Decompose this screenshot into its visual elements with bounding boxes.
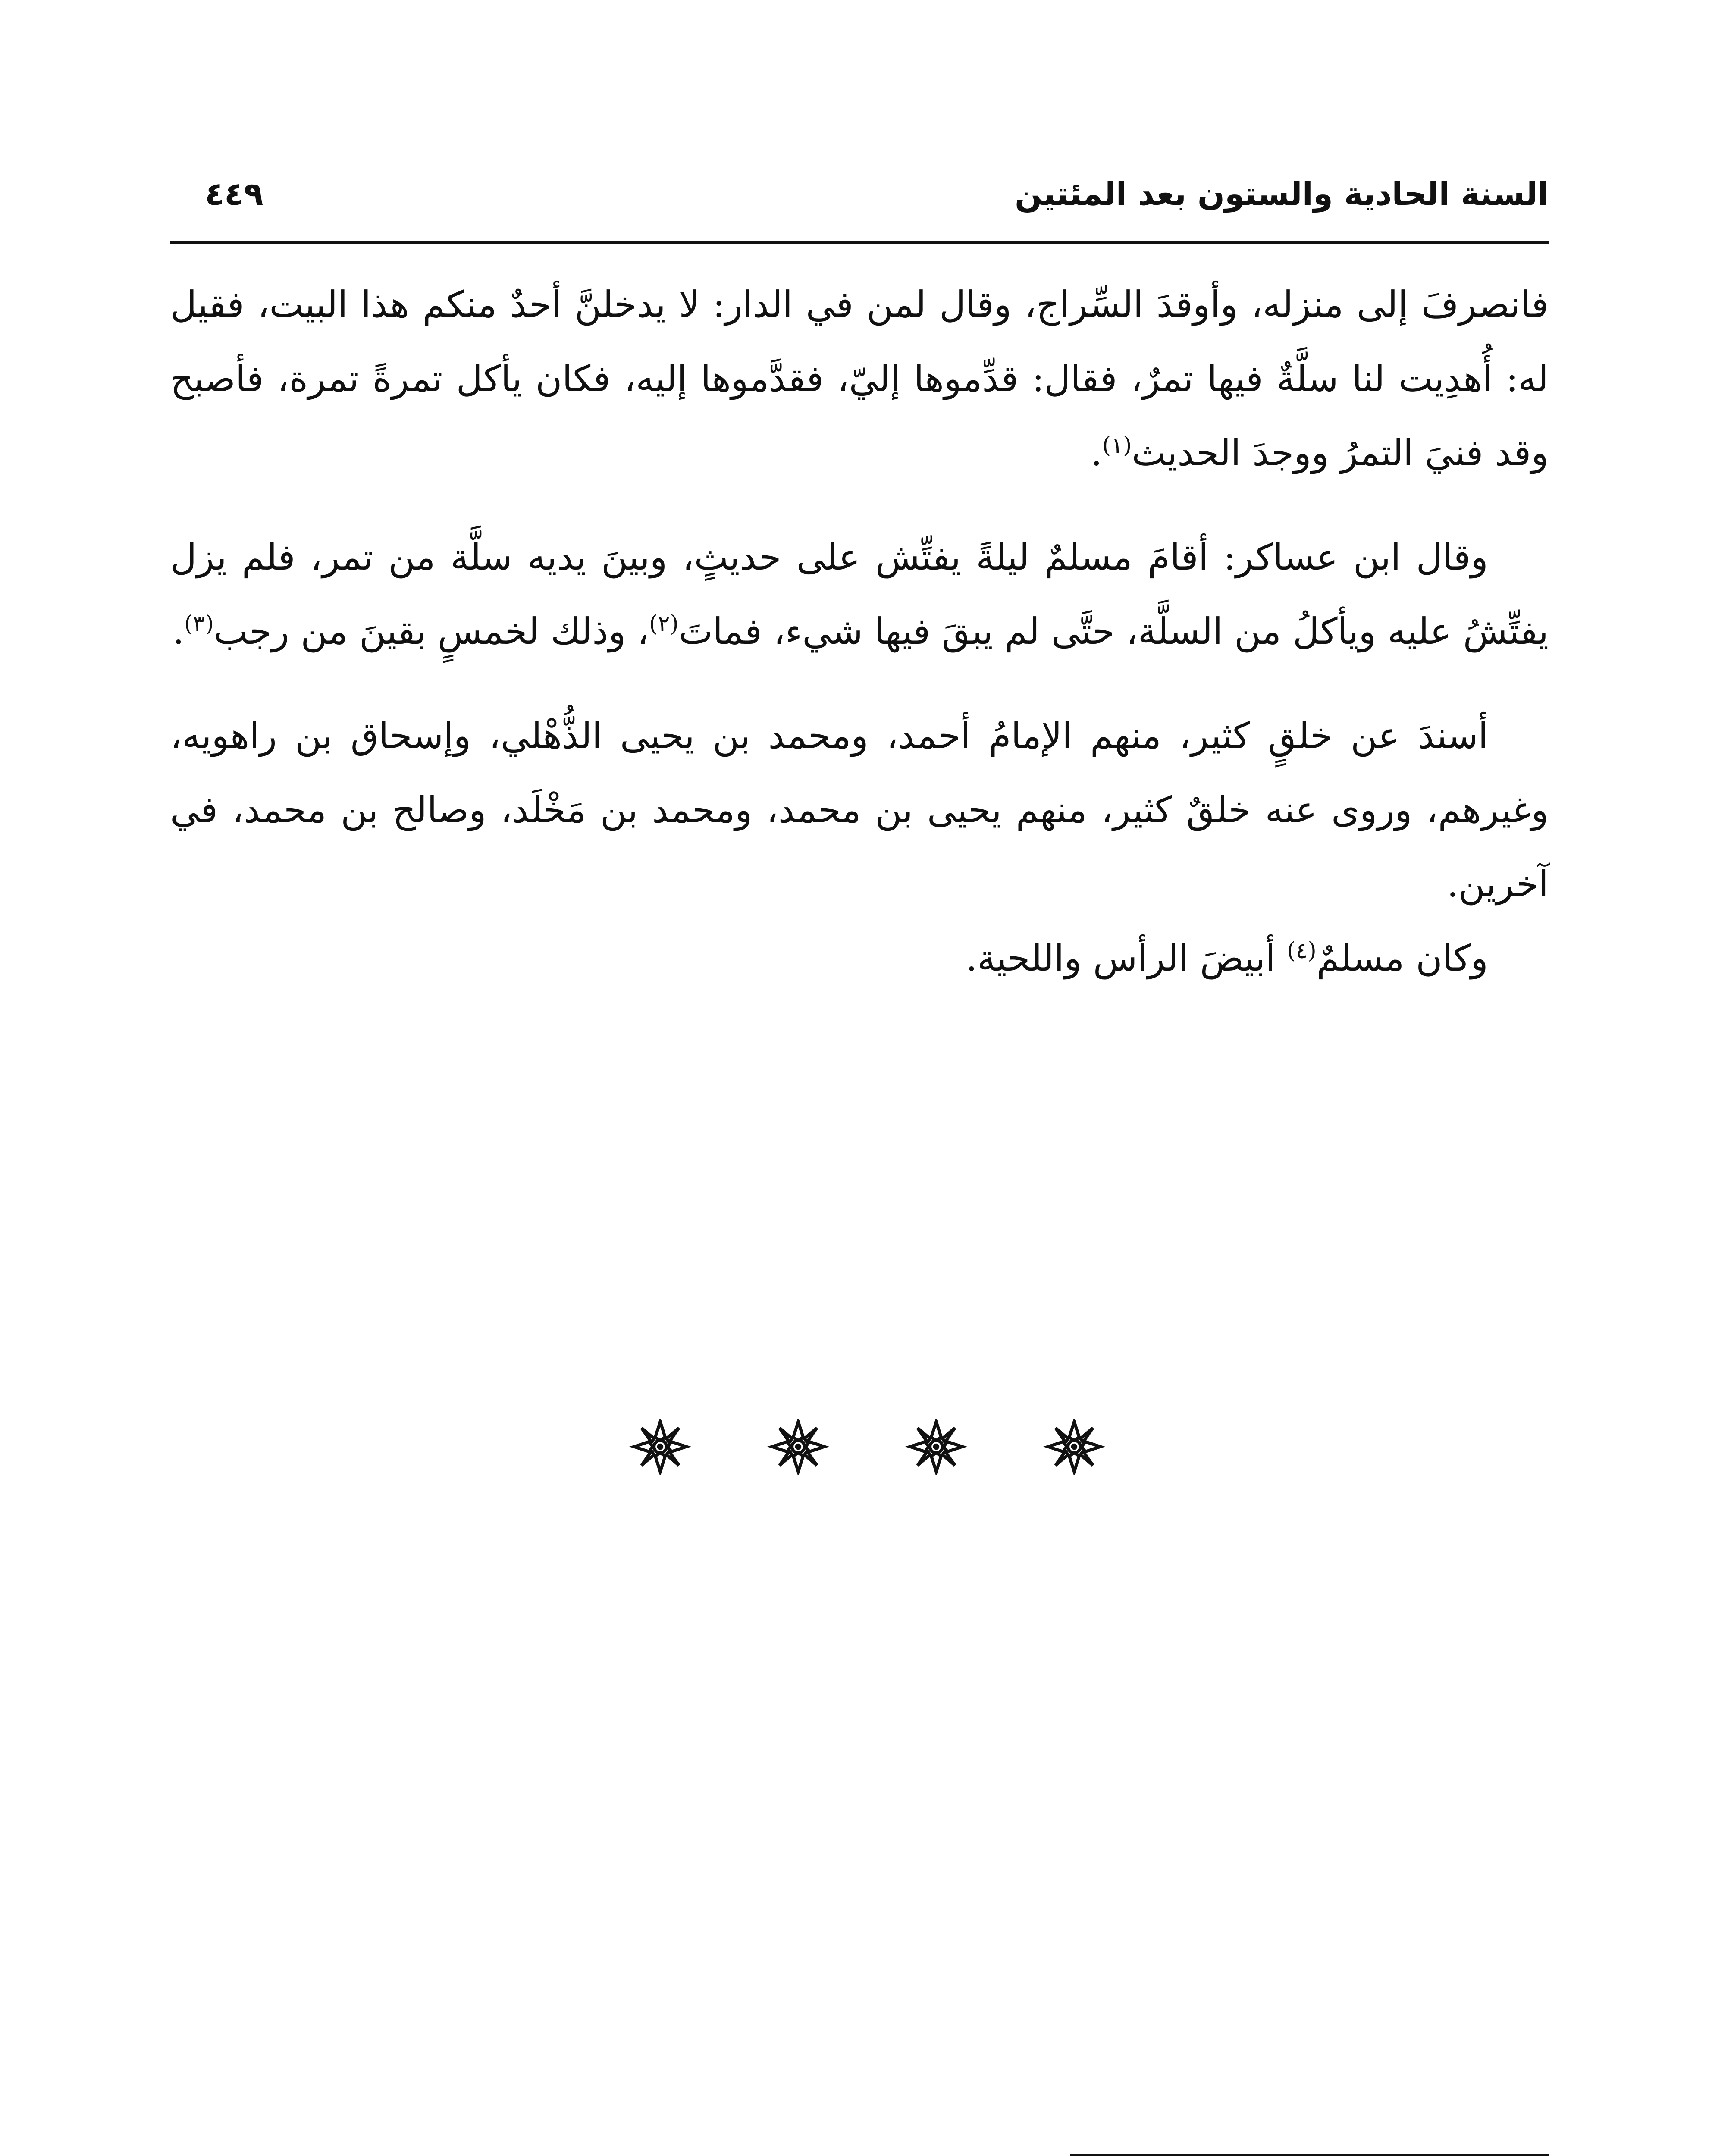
running-header (170, 155, 1549, 216)
paragraph-1 (170, 267, 1549, 490)
paragraph-text: وكان مسلمٌ (1316, 937, 1488, 979)
flower-ornament-icon (628, 1419, 693, 1475)
paragraph-text: أبيضَ الرأس واللحية. (966, 937, 1287, 979)
footnote-ref-3: (٣) (184, 611, 214, 637)
section-divider-ornaments (0, 1419, 1734, 1479)
main-text (170, 267, 1549, 995)
paragraph-text: فانصرفَ إلى منزله، وأوقدَ السِّراج، وقال لمن في الدار: لا يدخلنَّ أحدٌ منكم هذا البيت، فقيل له: أُهدِيت لنا سلَّةٌ فيها تمرٌ، فقال: قدِّموها إليّ، فقدَّموها إليه، فكان يأكل تمرةً تمرة، فأصبح وقد فنيَ التمرُ ووجدَ الحديث (170, 283, 1549, 474)
paragraph-text: ، وذلك لخمسٍ بقينَ من رجب (213, 610, 649, 652)
flower-ornament-icon (904, 1419, 969, 1475)
flower-ornament-icon (766, 1419, 831, 1475)
footnote-ref-4: (٤) (1287, 938, 1317, 964)
paragraph-3: أسندَ عن خلقٍ كثير، منهم الإمامُ أحمد، ومحمد بن يحيى الذُّهْلي، وإسحاق بن راهويه، وغيرهم، وروى عنه خلقٌ كثير، منهم يحيى بن محمد، ومحمد بن مَخْلَد، وصالح بن محمد، في آخرين. (170, 714, 1549, 905)
page-number: ٤٤٩ (205, 175, 263, 213)
paragraph-2 (170, 520, 1549, 668)
header-rule (170, 241, 1549, 244)
flower-ornament-icon (1042, 1419, 1107, 1475)
footnote-separator (1070, 2154, 1549, 2156)
running-header-title: السنة الحادية والستون بعد المئتين (1015, 175, 1549, 213)
paragraph-text: . (1091, 432, 1102, 474)
paragraph-text: . (172, 610, 185, 652)
footnote-ref-2: (٢) (649, 611, 679, 637)
paragraph-4 (170, 921, 1549, 995)
paragraph-text: وقال ابن عساكر: أقامَ مسلمٌ ليلةً يفتِّش على حديثٍ، وبينَ يديه سلَّة من تمر، فلم يزل يفتِّشُ عليه ويأكلُ من السلَّة، حتَّى لم يبقَ فيها شيء، فماتَ (170, 536, 1549, 652)
footnote-ref-1: (١) (1102, 432, 1132, 458)
